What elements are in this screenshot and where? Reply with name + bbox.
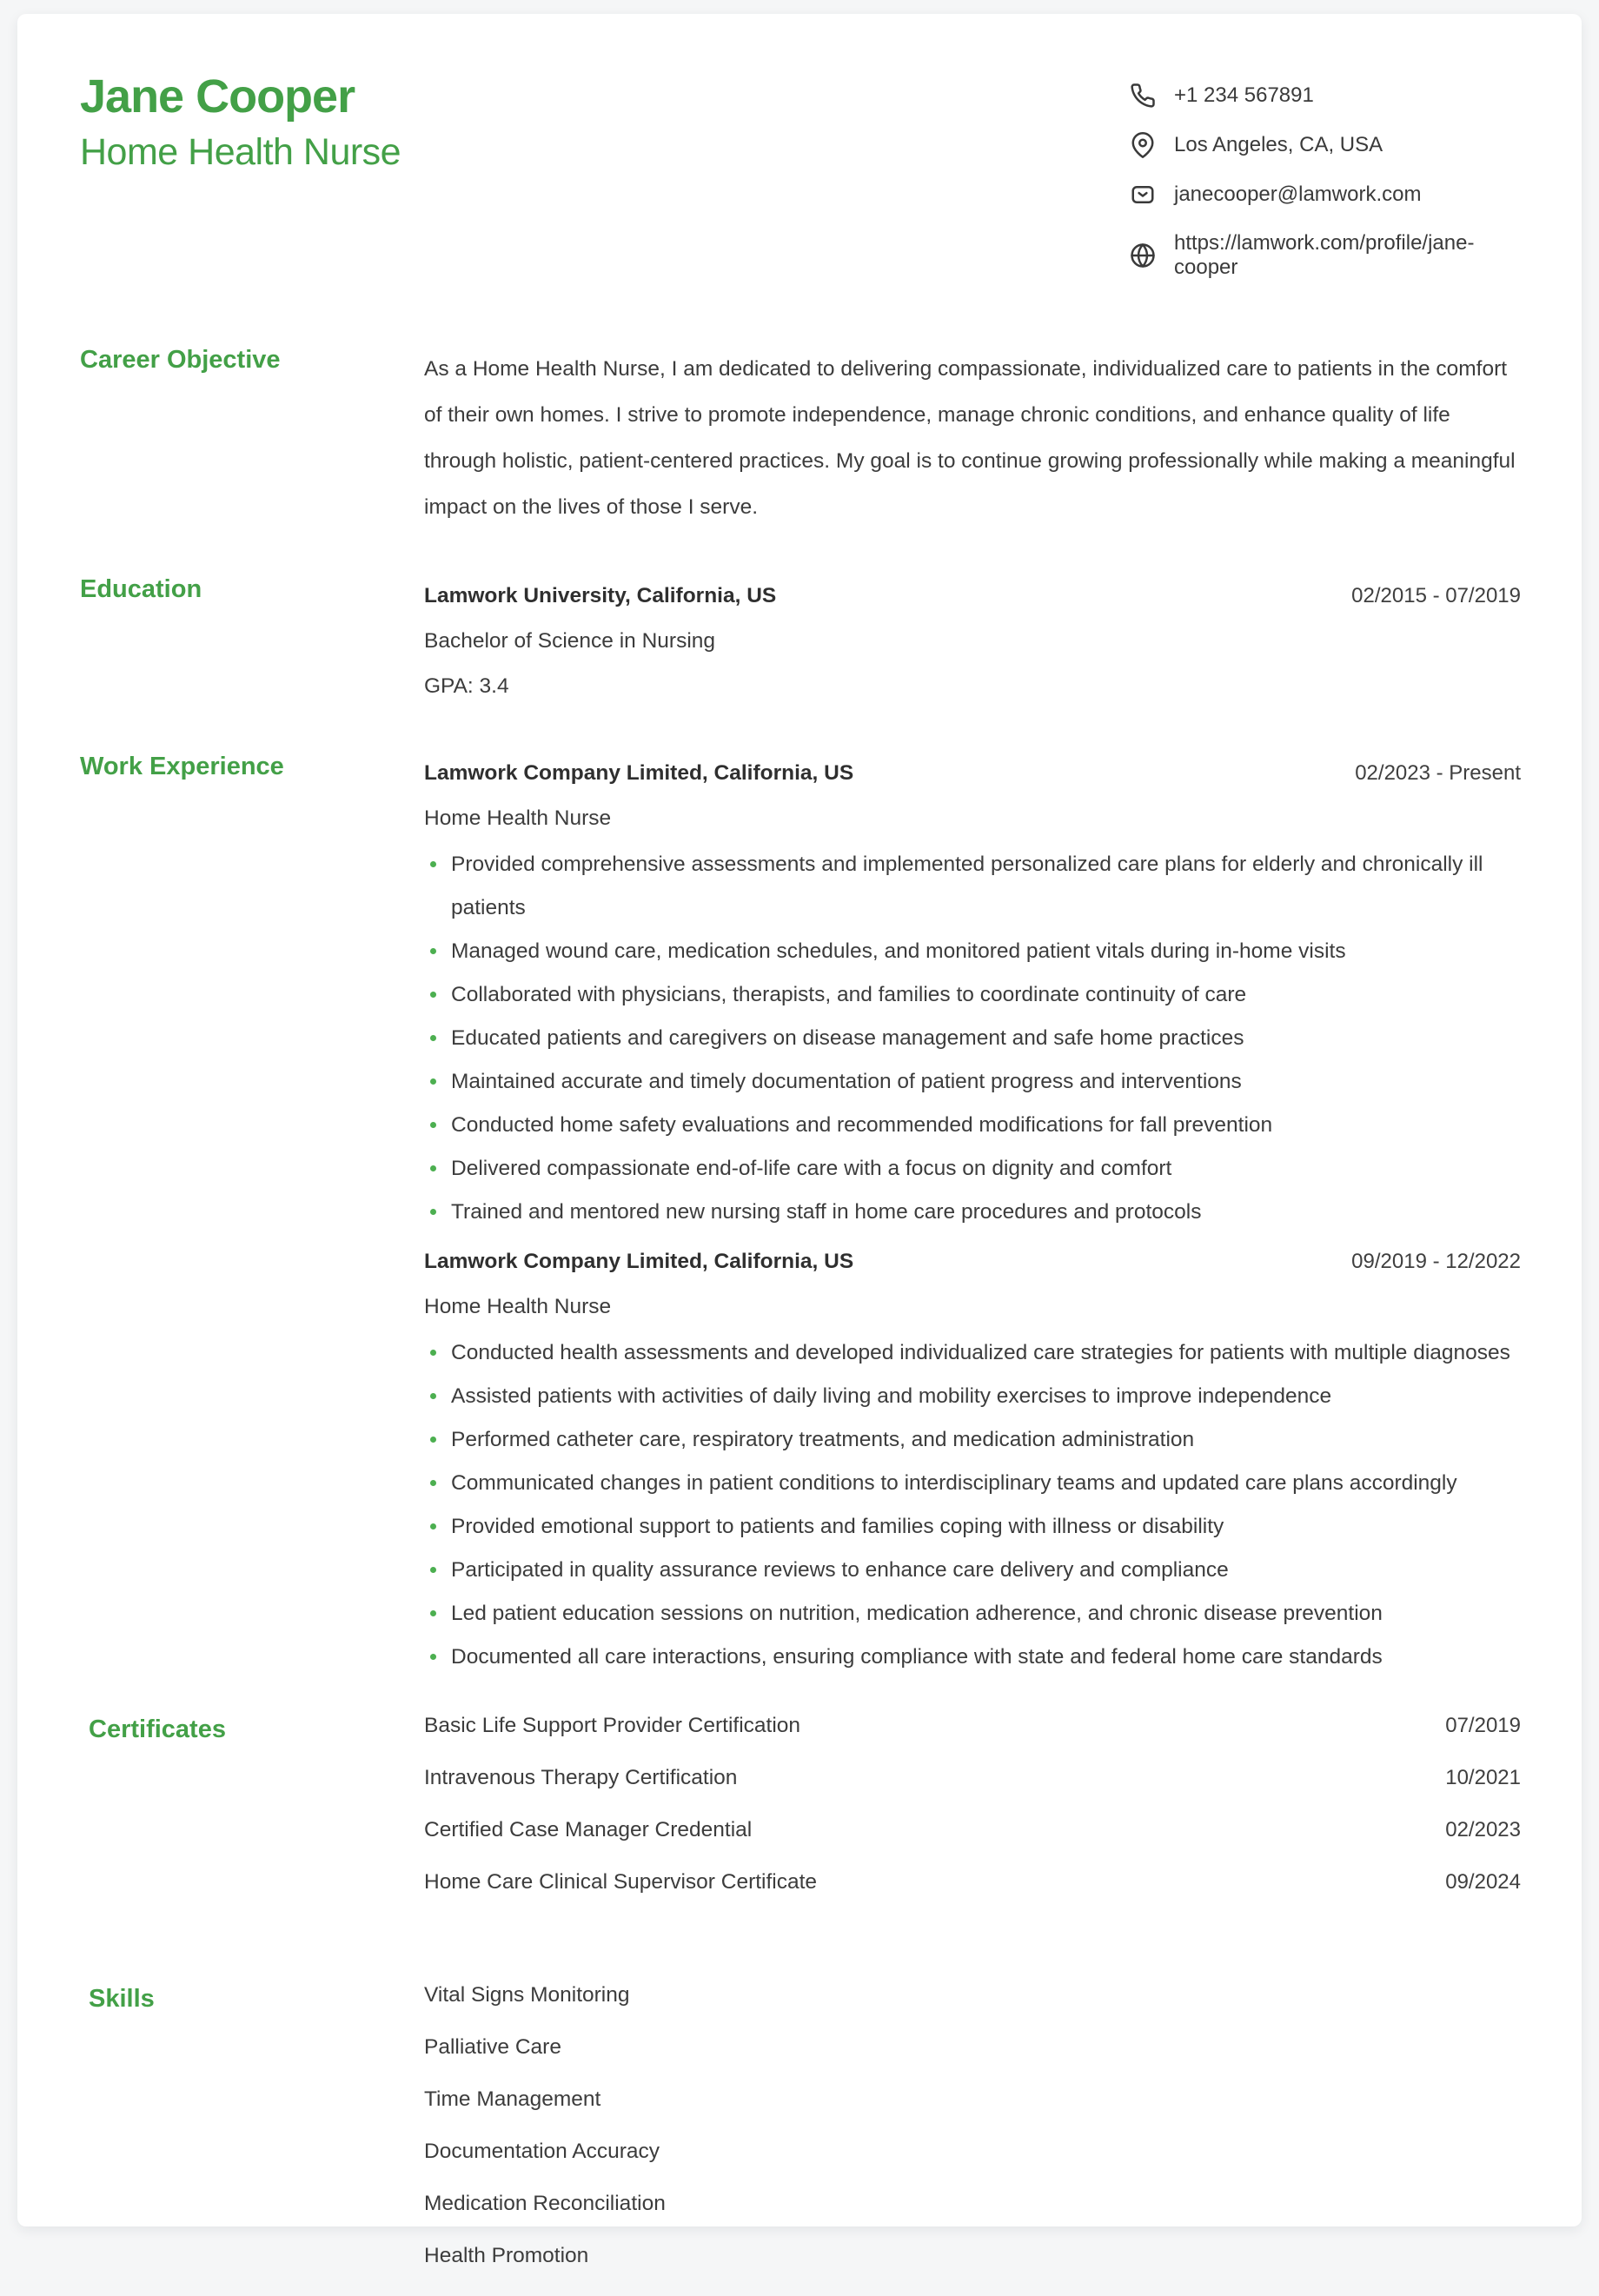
location-icon bbox=[1130, 132, 1156, 158]
skill-item: Health Promotion bbox=[424, 2244, 589, 2267]
section-certificates bbox=[80, 1714, 1521, 1922]
candidate-job-title: Home Health Nurse bbox=[80, 131, 401, 173]
education-degree: Bachelor of Science in Nursing bbox=[424, 629, 716, 653]
contact-website-value: https://lamwork.com/profile/jane-cooper bbox=[1174, 231, 1475, 279]
career-objective-text: As a Home Health Nurse, I am dedicated to delivering compassionate, individualized care to patients in the comfort of their own homes. I strive to promote independence, manage chronic conditions, and enhance quality of life through holistic, patient-centered practices. My goal is to continue growing professionally while making a meaningful impact on the lives of those I serve. bbox=[424, 357, 1516, 519]
skill-item: Medication Reconciliation bbox=[424, 2192, 666, 2215]
contact-location-value: Los Angeles, CA, USA bbox=[1174, 133, 1383, 156]
work-dates: 09/2019 - 12/2022 bbox=[1351, 1250, 1521, 1273]
skill-item: Time Management bbox=[424, 2087, 601, 2111]
work-bullet: Conducted health assessments and developed individualized care strategies for patients with multiple diagnoses bbox=[424, 1331, 1521, 1375]
certificate-name: Intravenous Therapy Certification bbox=[424, 1766, 738, 1789]
education-entry-head bbox=[424, 574, 1521, 619]
candidate-name: Jane Cooper bbox=[80, 70, 355, 123]
work-bullet: Maintained accurate and timely documentation of patient progress and interventions bbox=[424, 1060, 1521, 1104]
work-entry-previous bbox=[424, 1239, 1521, 1679]
work-entry-head bbox=[424, 751, 1521, 796]
certificate-date: 07/2019 bbox=[1445, 1714, 1521, 1737]
contact-block bbox=[1130, 71, 1521, 280]
work-bullet: Documented all care interactions, ensuring compliance with state and federal home care standards bbox=[424, 1636, 1521, 1679]
work-bullet: Performed catheter care, respiratory treatments, and medication administration bbox=[424, 1418, 1521, 1462]
email-icon bbox=[1130, 182, 1156, 208]
skill-item: Vital Signs Monitoring bbox=[424, 1983, 630, 2007]
certificate-date: 09/2024 bbox=[1445, 1870, 1521, 1894]
contact-email-value: janecooper@lamwork.com bbox=[1174, 182, 1422, 206]
work-dates: 02/2023 - Present bbox=[1355, 761, 1521, 785]
identity-block bbox=[80, 71, 401, 174]
work-bullet: Managed wound care, medication schedules, and monitored patient vitals during in-home visits bbox=[424, 930, 1521, 973]
work-company: Lamwork Company Limited, California, US bbox=[424, 761, 854, 785]
education-gpa: GPA: 3.4 bbox=[424, 674, 509, 698]
work-bullet: Provided comprehensive assessments and implemented personalized care plans for elderly and chronically ill patients bbox=[424, 843, 1521, 930]
work-bullet: Assisted patients with activities of daily living and mobility exercises to improve independence bbox=[424, 1375, 1521, 1418]
certificate-date: 02/2023 bbox=[1445, 1818, 1521, 1841]
career-objective-heading: Career Objective bbox=[80, 346, 281, 374]
skills-content bbox=[424, 1983, 1521, 2296]
skills-list bbox=[424, 1983, 1521, 2268]
education-school: Lamwork University, California, US bbox=[424, 584, 777, 607]
work-bullet: Educated patients and caregivers on disease management and safe home practices bbox=[424, 1017, 1521, 1060]
certificate-date: 10/2021 bbox=[1445, 1766, 1521, 1789]
work-company: Lamwork Company Limited, California, US bbox=[424, 1250, 854, 1273]
work-bullet-list bbox=[424, 843, 1521, 1234]
skills-heading: Skills bbox=[89, 1985, 155, 2013]
contact-row-website bbox=[1130, 231, 1521, 280]
resume-card bbox=[17, 14, 1582, 2267]
resume-header bbox=[80, 71, 1521, 280]
work-bullet: Trained and mentored new nursing staff in home care procedures and protocols bbox=[424, 1191, 1521, 1234]
section-education bbox=[80, 574, 1521, 709]
education-content bbox=[424, 574, 1521, 709]
certificates-heading: Certificates bbox=[89, 1715, 226, 1743]
work-bullet: Conducted home safety evaluations and recommended modifications for fall prevention bbox=[424, 1104, 1521, 1147]
phone-icon bbox=[1130, 83, 1156, 109]
work-role: Home Health Nurse bbox=[424, 1295, 612, 1318]
work-bullet: Provided emotional support to patients and families coping with illness or disability bbox=[424, 1505, 1521, 1549]
work-role: Home Health Nurse bbox=[424, 806, 612, 830]
certificate-name: Basic Life Support Provider Certification bbox=[424, 1714, 801, 1737]
work-bullet: Participated in quality assurance reviews to enhance care delivery and compliance bbox=[424, 1549, 1521, 1592]
education-entry bbox=[424, 574, 1521, 709]
certificate-row bbox=[424, 1870, 1521, 1895]
contact-row-phone bbox=[1130, 83, 1521, 109]
work-experience-content bbox=[424, 751, 1521, 1679]
certificates-content bbox=[424, 1714, 1521, 1922]
website-icon bbox=[1130, 242, 1156, 269]
work-experience-heading: Work Experience bbox=[80, 753, 284, 780]
work-bullet-list bbox=[424, 1331, 1521, 1679]
certificate-row bbox=[424, 1818, 1521, 1842]
work-bullet: Communicated changes in patient conditions to interdisciplinary teams and updated care plans accordingly bbox=[424, 1462, 1521, 1505]
certificate-row bbox=[424, 1766, 1521, 1790]
work-entry-current bbox=[424, 751, 1521, 1234]
contact-row-location bbox=[1130, 132, 1521, 158]
section-skills bbox=[80, 1983, 1521, 2296]
certificate-name: Certified Case Manager Credential bbox=[424, 1818, 753, 1841]
contact-phone-value: +1 234 567891 bbox=[1174, 83, 1314, 107]
section-career-objective bbox=[80, 344, 1521, 530]
work-bullet: Collaborated with physicians, therapists, and families to coordinate continuity of care bbox=[424, 973, 1521, 1017]
work-entry-head bbox=[424, 1239, 1521, 1284]
education-heading: Education bbox=[80, 575, 202, 603]
work-bullet: Led patient education sessions on nutrition, medication adherence, and chronic disease prevention bbox=[424, 1592, 1521, 1636]
section-work-experience bbox=[80, 751, 1521, 1679]
skill-item: Palliative Care bbox=[424, 2035, 561, 2059]
education-dates: 02/2015 - 07/2019 bbox=[1351, 584, 1521, 607]
contact-row-email bbox=[1130, 182, 1521, 208]
skill-item: Documentation Accuracy bbox=[424, 2140, 660, 2163]
work-bullet: Delivered compassionate end-of-life care with a focus on dignity and comfort bbox=[424, 1147, 1521, 1191]
certificate-row bbox=[424, 1714, 1521, 1738]
career-objective-content bbox=[424, 344, 1521, 530]
certificate-name: Home Care Clinical Supervisor Certificate bbox=[424, 1870, 818, 1894]
